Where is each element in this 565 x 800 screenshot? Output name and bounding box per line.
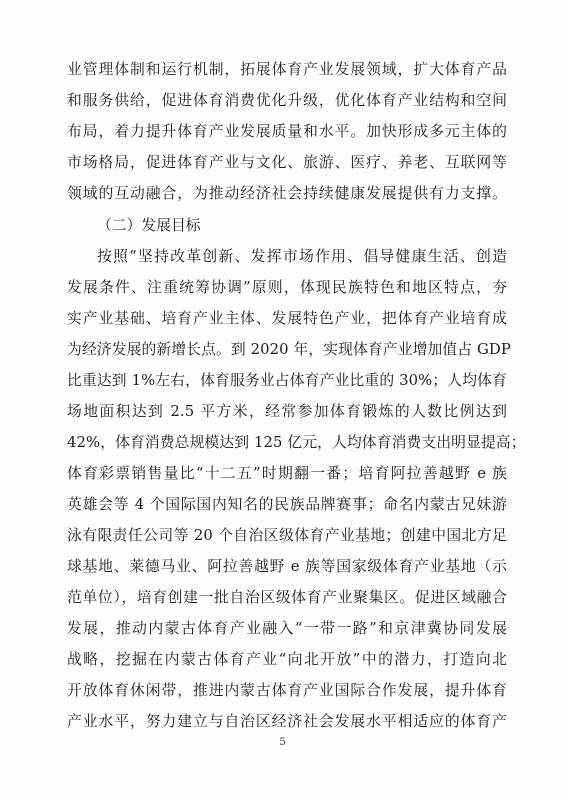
text-line: 战略，挖掘在内蒙古体育产业“向北开放”中的潜力，打造向北 bbox=[67, 651, 507, 668]
text-line: 领域的互动融合，为推动经济社会持续健康发展提供有力支撑。 bbox=[67, 185, 507, 202]
text-line: 泳有限责任公司等 20 个自治区级体育产业基地；创建中国北方足 bbox=[67, 527, 507, 544]
text-line: 业管理体制和运行机制，拓展体育产业发展领域，扩大体育产品 bbox=[67, 61, 507, 78]
text-line: 球基地、莱德马业、阿拉善越野 e 族等国家级体育产业基地（示 bbox=[67, 558, 507, 575]
text-line: 英雄会等 4 个国际国内知名的民族品牌赛事；命名内蒙古兄妹游 bbox=[67, 496, 507, 513]
text-line: 42%，体育消费总规模达到 125 亿元，人均体育消费支出明显提高； bbox=[67, 434, 526, 451]
text-line: 范单位），培育创建一批自治区级体育产业聚集区。促进区域融合 bbox=[67, 589, 507, 606]
text-line: 和服务供给，促进体育消费优化升级，优化体育产业结构和空间 bbox=[67, 92, 507, 109]
text-line: 布局，着力提升体育产业发展质量和水平。加快形成多元主体的 bbox=[67, 123, 507, 140]
section-heading: （二）发展目标 bbox=[97, 217, 201, 234]
text-line: 实产业基础、培育产业主体、发展特色产业，把体育产业培育成 bbox=[67, 310, 507, 327]
text-line: 按照“坚持改革创新、发挥市场作用、倡导健康生活、创造 bbox=[97, 248, 507, 265]
text-line: 场地面积达到 2.5 平方米，经常参加体育锻炼的人数比例达到 bbox=[67, 403, 507, 420]
text-line: 比重达到 1%左右，体育服务业占体育产业比重的 30%；人均体育 bbox=[67, 372, 507, 389]
text-line: 产业水平，努力建立与自治区经济社会发展水平相适应的体育产 bbox=[67, 713, 507, 730]
page-number: 5 bbox=[279, 737, 286, 748]
text-line: 为经济发展的新增长点。到 2020 年，实现体育产业增加值占 GDP bbox=[67, 341, 511, 358]
text-line: 市场格局，促进体育产业与文化、旅游、医疗、养老、互联网等 bbox=[67, 154, 507, 171]
text-line: 发展，推动内蒙古体育产业融入“一带一路”和京津冀协同发展 bbox=[67, 620, 507, 637]
text-line: 体育彩票销售量比“十二五”时期翻一番；培育阿拉善越野 e 族 bbox=[67, 465, 507, 482]
text-line: 发展条件、注重统筹协调”原则，体现民族特色和地区特点，夯 bbox=[67, 279, 507, 296]
text-line: 开放体育休闲带，推进内蒙古体育产业国际合作发展，提升体育 bbox=[67, 682, 507, 699]
